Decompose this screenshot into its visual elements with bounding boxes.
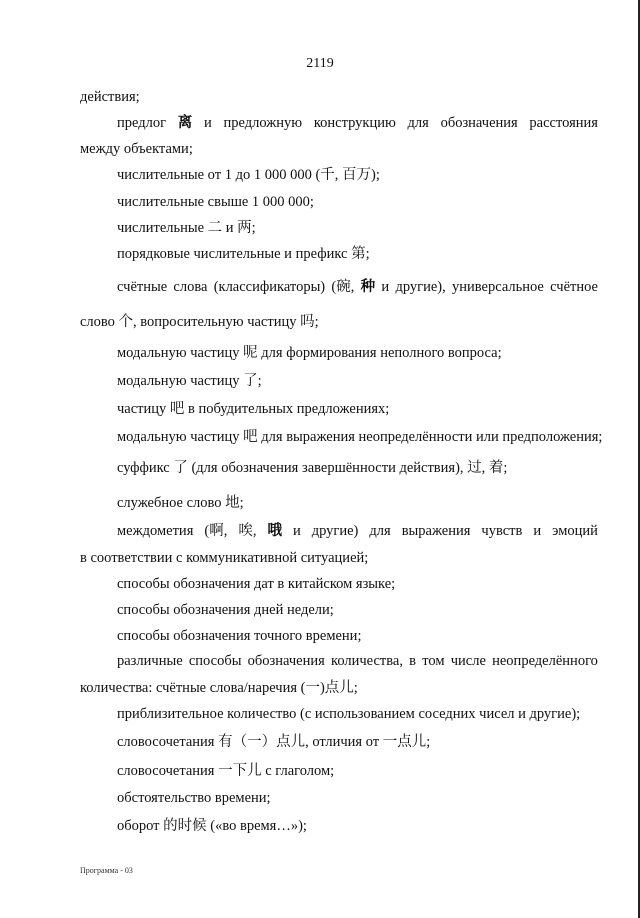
word: 唉, (238, 523, 257, 539)
text-line: словосочетания 有（一）点儿, отличия от 一点儿; (117, 734, 431, 750)
text-line: приблизительное количество (с использованием соседних чисел и другие); (117, 706, 581, 722)
text-line: числительные свыше 1 000 000; (117, 194, 314, 210)
word: числе (450, 653, 486, 669)
word: предлог (117, 115, 167, 131)
word: слова (173, 279, 208, 295)
word: и (381, 279, 390, 295)
word: том (422, 653, 445, 669)
word: междометия (117, 523, 194, 539)
word: (классификаторы) (213, 279, 326, 295)
footer-label: Программа - 03 (80, 866, 133, 875)
word: различные (117, 653, 183, 669)
word: в (409, 653, 417, 669)
word: и (204, 115, 212, 131)
word: и (292, 523, 301, 539)
text-line: способы обозначения дат в китайском языке; (117, 576, 396, 592)
word: другие), (395, 279, 446, 295)
word: неопределённого (492, 653, 598, 669)
page-number: 2119 (306, 56, 334, 71)
text-line: частицу 吧 в побудительных предложениях; (117, 401, 390, 417)
word: и (533, 523, 542, 539)
word: предложную (223, 115, 303, 131)
text-line: между объектами; (80, 141, 193, 157)
word: (碗, (331, 279, 355, 295)
text-line: модальную частицу 了; (117, 373, 262, 389)
word: счётное (550, 279, 598, 295)
text-line: количества: счётные слова/наречия (一)点儿; (80, 680, 358, 696)
text-line: обстоятельство времени; (117, 790, 271, 806)
word: расстояния (529, 115, 598, 131)
word: счётные (117, 279, 168, 295)
word: конструкцию (313, 115, 396, 131)
text-line: словосочетания 一下儿 с глаголом; (117, 763, 335, 779)
word: другие) (311, 523, 359, 539)
word: количества, (331, 653, 403, 669)
text-line: модальную частицу 吧 для выражения неопределённости или предположения; (117, 429, 603, 445)
word: 种 (360, 279, 376, 295)
word: (啊, (204, 523, 228, 539)
text-line: оборот 的时候 («во время…»); (117, 818, 307, 834)
word: 哦 (267, 523, 282, 539)
text-line-justified (117, 652, 598, 670)
text-line: суффикс 了 (для обозначения завершённости действия), 过, 着; (117, 460, 508, 476)
word: обозначения (247, 653, 325, 669)
word: способы (188, 653, 242, 669)
text-line-justified (117, 522, 598, 540)
text-line: числительные от 1 до 1 000 000 (千, 百万); (117, 167, 380, 183)
word: обозначения (440, 115, 518, 131)
text-line: порядковые числительные и префикс 第; (117, 246, 370, 262)
word: эмоций (552, 523, 598, 539)
word: чувств (481, 523, 523, 539)
text-line: способы обозначения дней недели; (117, 602, 334, 618)
text-line: способы обозначения точного времени; (117, 628, 362, 644)
text-line: слово 个, вопросительную частицу 吗; (80, 314, 319, 330)
word: для (407, 115, 429, 131)
word: выражения (401, 523, 471, 539)
text-line-justified (117, 114, 598, 132)
text-line-justified (117, 278, 598, 296)
text-line: служебное слово 地; (117, 495, 244, 511)
text-line: числительные 二 и 两; (117, 220, 256, 236)
word: универсальное (452, 279, 544, 295)
text-line: действия; (80, 89, 140, 105)
word: 离 (177, 115, 193, 131)
word: для (369, 523, 391, 539)
text-line: модальную частицу 呢 для формирования неполного вопроса; (117, 345, 502, 361)
text-line: в соответствии с коммуникативной ситуацией; (80, 550, 369, 566)
